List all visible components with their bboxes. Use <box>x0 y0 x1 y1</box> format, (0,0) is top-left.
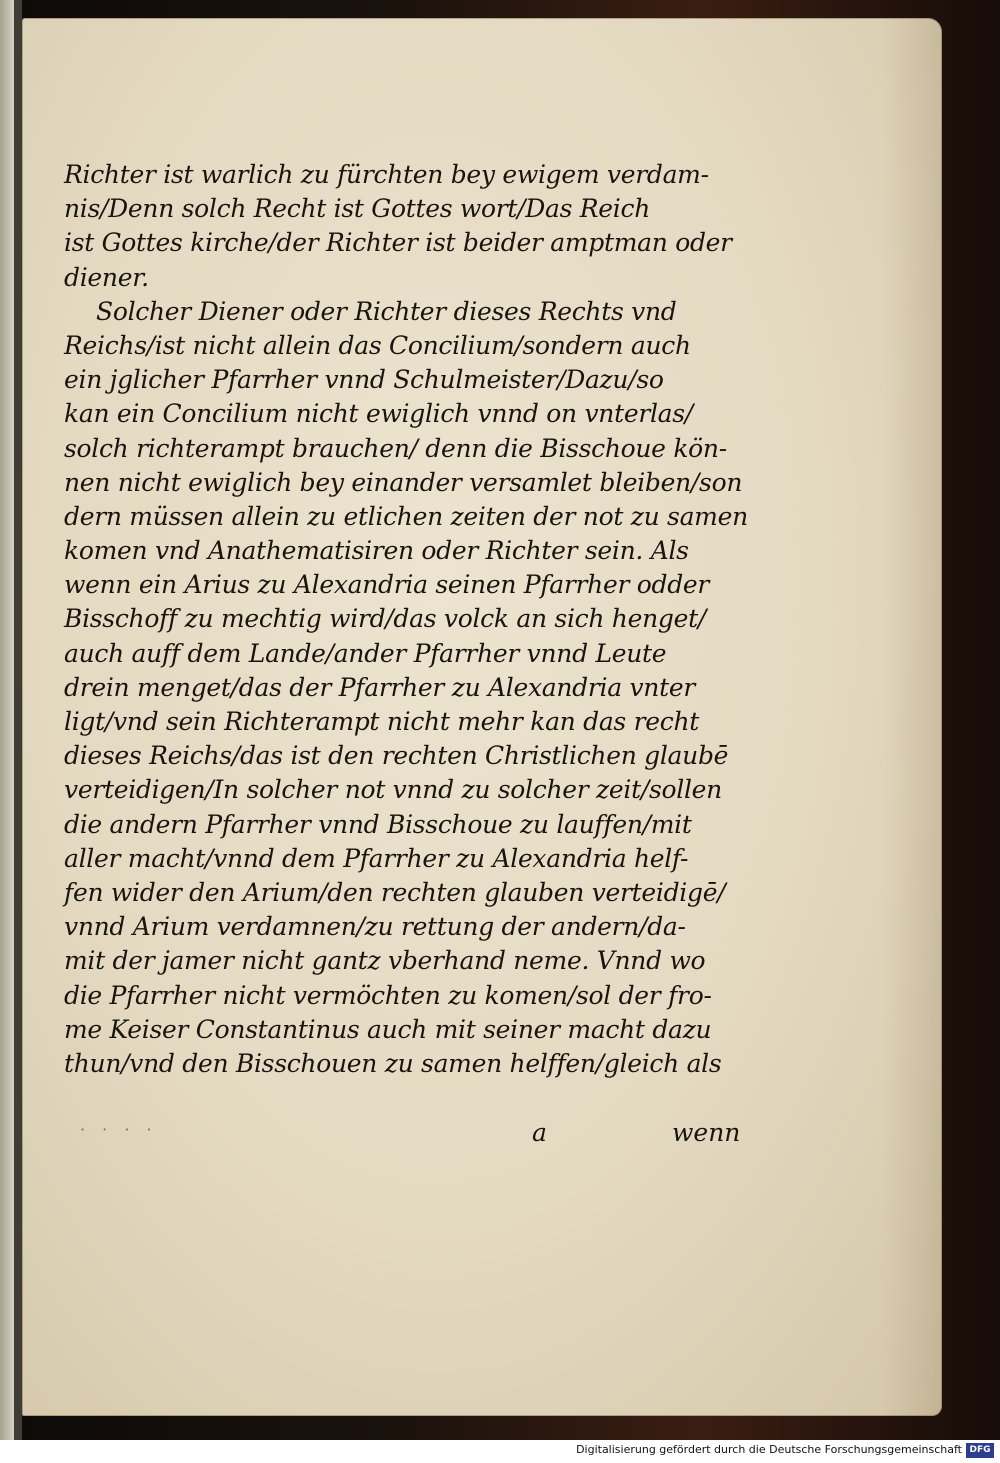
text-line: auch auff dem Lande/ander Pfarrher vnnd Leute <box>64 638 667 668</box>
text-line: ein jglicher Pfarrher vnnd Schulmeister/Dazu/so <box>64 365 664 395</box>
text-line: diener. <box>64 262 149 292</box>
text-line: Richter ist warlich zu fürchten bey ewigem verdam- <box>64 160 709 189</box>
page-footer <box>80 1118 740 1158</box>
footer-ink-marks: · · · · <box>80 1120 158 1139</box>
credit-bar <box>0 1440 1000 1463</box>
text-line: nen nicht ewiglich bey einander versamlet bleiben/son <box>64 467 743 497</box>
body-text <box>64 158 764 1081</box>
text-line: nis/Denn solch Recht ist Gottes wort/Das Reich <box>64 194 650 224</box>
page-inner-edge <box>14 0 22 1440</box>
text-line: komen vnd Anathematisiren oder Richter sein. Als <box>64 536 689 566</box>
text-line: ist Gottes kirche/der Richter ist beider amptman oder <box>64 228 732 258</box>
text-line: Solcher Diener oder Richter dieses Rechts vnd <box>96 296 677 326</box>
text-line: Bisschoff zu mechtig wird/das volck an sich henget/ <box>64 604 706 634</box>
text-line: Reichs/ist nicht allein das Concilium/sondern auch <box>64 330 691 360</box>
text-line: fen wider den Arium/den rechten glauben verteidigē/ <box>64 877 726 907</box>
text-line: aller macht/vnnd dem Pfarrher zu Alexandria helf- <box>64 843 689 873</box>
book-spine <box>0 0 14 1440</box>
text-line: vnnd Arium verdamnen/zu rettung der andern/da- <box>64 912 686 942</box>
catchword: wenn <box>672 1118 741 1147</box>
text-line: die andern Pfarrher vnnd Bisschoue zu lauffen/mit <box>64 809 692 839</box>
text-line: dern müssen allein zu etlichen zeiten der not zu samen <box>64 501 748 531</box>
dfg-logo: DFG <box>966 1443 994 1458</box>
signature-mark: a <box>532 1118 547 1147</box>
text-line: thun/vnd den Bisschouen zu samen helffen/gleich als <box>64 1048 722 1078</box>
text-line: me Keiser Constantinus auch mit seiner macht dazu <box>64 1014 712 1044</box>
text-line: verteidigen/In solcher not vnnd zu solcher zeit/sollen <box>64 775 722 805</box>
text-line: drein menget/das der Pfarrher zu Alexandria vnter <box>64 672 696 702</box>
text-line: die Pfarrher nicht vermöchten zu komen/sol der fro- <box>64 980 712 1010</box>
text-line: dieses Reichs/das ist den rechten Christlichen glaubē <box>64 741 729 771</box>
text-line: ligt/vnd sein Richterampt nicht mehr kan das recht <box>64 707 700 736</box>
text-line: kan ein Concilium nicht ewiglich vnnd on vnterlas/ <box>64 399 693 429</box>
text-line: solch richterampt brauchen/ denn die Bisschoue kön- <box>64 433 727 463</box>
credit-text: Digitalisierung gefördert durch die Deutsche Forschungsgemeinschaft <box>576 1443 962 1456</box>
text-line: mit der jamer nicht gantz vberhand neme. Vnnd wo <box>64 946 706 976</box>
book-page <box>22 18 942 1416</box>
text-line: wenn ein Arius zu Alexandria seinen Pfarrher odder <box>64 570 710 600</box>
